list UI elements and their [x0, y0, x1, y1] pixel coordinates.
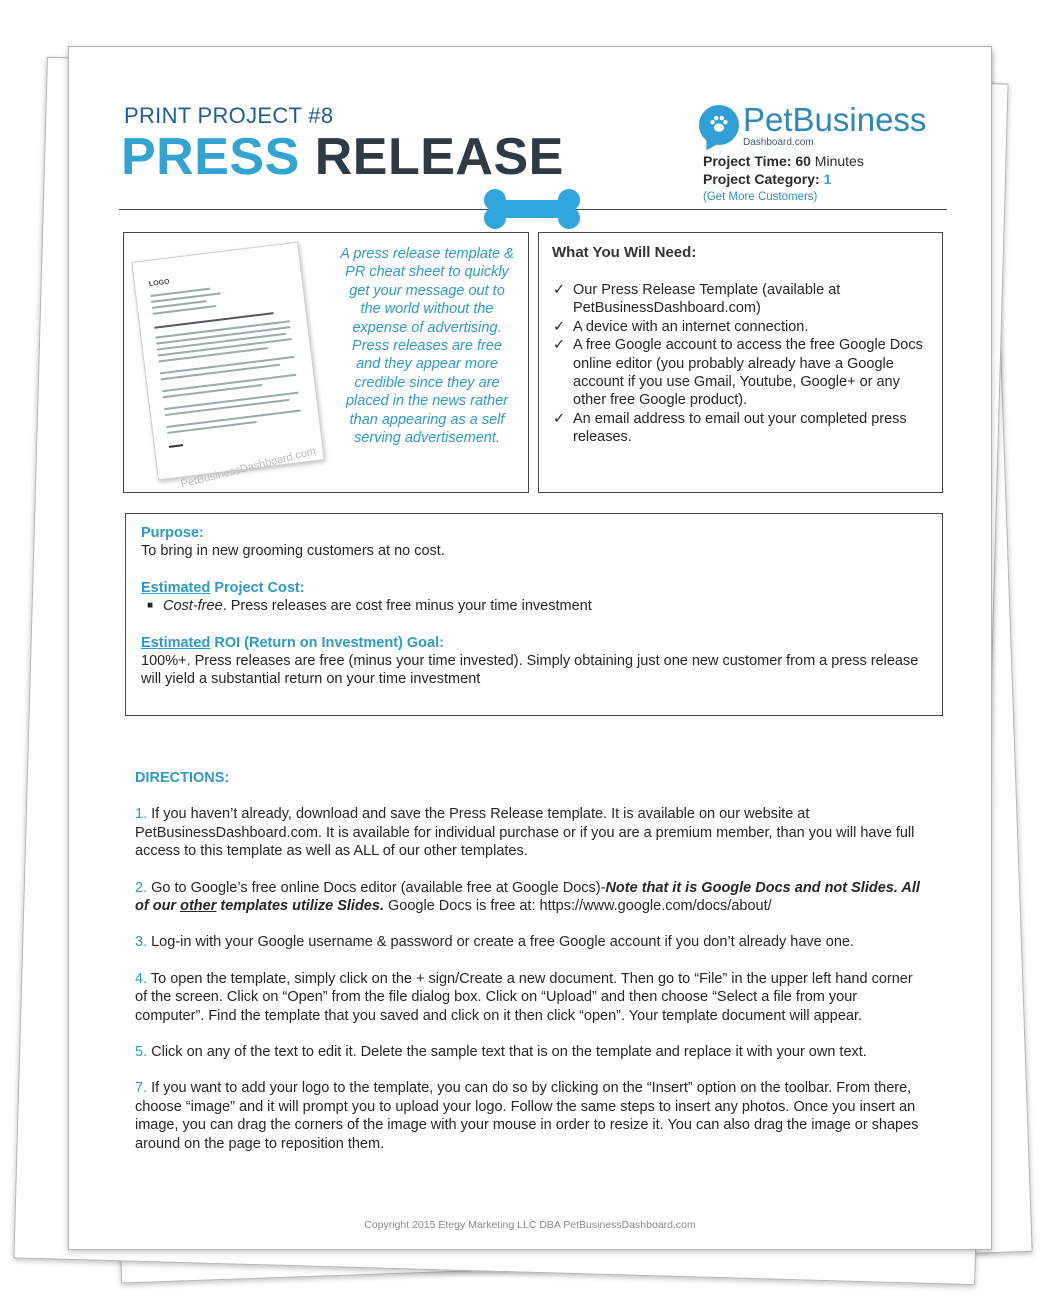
- copyright-footer: Copyright 2015 Etegy Marketing LLC DBA PetBusinessDashboard.com: [364, 1219, 696, 1231]
- thumbnail-logo: LOGO: [148, 278, 170, 289]
- logo-wordmark: PetBusiness: [743, 101, 927, 138]
- title-word-release: RELEASE: [314, 128, 564, 186]
- checkmark-icon: ✓: [553, 410, 566, 427]
- purpose-box: [125, 513, 943, 716]
- directions-heading: DIRECTIONS:: [135, 770, 230, 786]
- project-time-unit: Minutes: [814, 153, 864, 169]
- template-thumbnail: [131, 242, 325, 491]
- checkmark-icon: ✓: [553, 337, 566, 354]
- purpose-text: To bring in new grooming customers at no cost.: [141, 543, 445, 560]
- direction-step-2: 2. Go to Google’s free online Docs editor (available free at Google Docs)-Note that it is Google Docs and not Slides. All of our other templates utilize Slides. Google Docs is free at: https://www.google.com/docs/about/: [135, 879, 920, 915]
- page-title: [121, 127, 564, 187]
- direction-step-3: 3. Log-in with your Google username & password or create a free Google account if you don’t already have one.: [135, 934, 854, 951]
- petbusiness-logo: [699, 103, 939, 151]
- bullet-icon: ■: [147, 600, 154, 612]
- project-category: [703, 170, 864, 188]
- title-word-press: PRESS: [121, 128, 300, 186]
- intro-box: [123, 232, 529, 493]
- requirements-box: [538, 232, 943, 493]
- roi-title: Estimated ROI (Return on Investment) Goal:: [141, 634, 444, 651]
- intro-description: A press release template & PR cheat sheet to quickly get your message out to the world without the expense of advertising. Press releases are free and they appear more credible since they are placed in the news rather than appearing as a self serving advertisement.: [340, 246, 514, 447]
- project-category-value: 1: [823, 171, 832, 187]
- cost-title: Estimated Project Cost:: [141, 579, 305, 596]
- direction-step-7: 7. If you want to add your logo to the template, you can do so by clicking on the “Insert” option on the toolbar. From there, choose “image” and it will prompt you to upload your logo. Follow the same steps to insert any photos. Once you insert an image, you can drag the corners of the image with your mouse in order to resize it. You can also drag the image or shapes around on the page to reposition them.: [135, 1080, 919, 1152]
- direction-step-1: 1. If you haven’t already, download and save the Press Release template. It is available on our website at PetBusinessDashboard.com. It is available for individual purchase or if you are a premium member, than you will have full access to this template as well as ALL of our other templates.: [135, 806, 915, 860]
- logo-domain: Dashboard.com: [743, 137, 814, 148]
- dog-bone-icon: [481, 189, 583, 229]
- direction-step-4: 4. To open the template, simply click on the + sign/Create a new document. Then go to “File” in the upper left hand corner of the screen. Click on “Open” from the file dialog box. Click on “Upload” and then choose “Select a file from your computer”. Find the template that you saved and click on it then click “open”. Your template document will appear.: [135, 970, 913, 1024]
- requirements-heading: What You Will Need:: [552, 244, 697, 261]
- thumbnail-watermark: PetBusinessDashboard.com: [179, 445, 318, 491]
- project-label: PRINT PROJECT #8: [124, 103, 334, 128]
- project-meta: [703, 152, 864, 206]
- project-category-note: (Get More Customers): [703, 191, 818, 203]
- list-item: ✓ A device with an internet connection.: [553, 318, 809, 335]
- checkmark-icon: ✓: [553, 282, 566, 298]
- purpose-title: Purpose:: [141, 525, 204, 541]
- list-item: ✓ Our Press Release Template (available at PetBusinessDashboard.com): [553, 282, 841, 317]
- project-category-label: Project Category:: [703, 171, 820, 187]
- paw-icon: [708, 113, 730, 135]
- list-item: ✓ A free Google account to access the free Google Docs online editor (you probably already have a Google account if you use Gmail, Youtube, Google+ or any other free Google product).: [553, 337, 923, 409]
- direction-step-5: 5. Click on any of the text to edit it. Delete the sample text that is on the template and replace it with your own text.: [135, 1044, 867, 1061]
- directions-section: [135, 769, 925, 1171]
- project-time: [703, 152, 864, 170]
- checkmark-icon: ✓: [553, 318, 566, 335]
- project-time-label: Project Time:: [703, 153, 792, 169]
- roi-text: 100%+. Press releases are free (minus your time invested). Simply obtaining just one new customer from a press release will yield a substantial return on your time investment: [141, 653, 919, 688]
- list-item: ✓ An email address to email out your completed press releases.: [553, 410, 907, 446]
- cost-item: ■ Cost-free. Press releases are cost free minus your time investment: [147, 598, 592, 615]
- project-time-value: 60: [795, 153, 811, 169]
- document-page: [68, 46, 992, 1250]
- requirements-list: [553, 281, 935, 447]
- speech-bubble-icon: [699, 105, 739, 145]
